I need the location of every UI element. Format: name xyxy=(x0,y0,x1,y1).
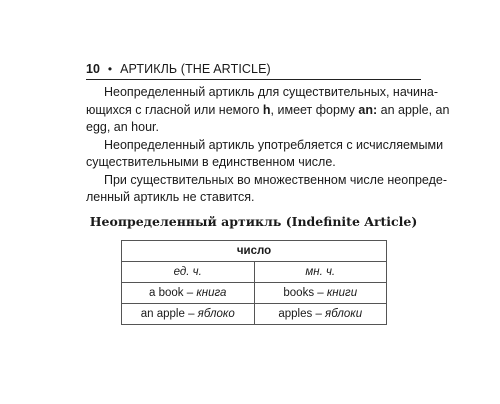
cell-english: an apple – xyxy=(140,308,198,320)
cell-russian: книги xyxy=(326,287,358,299)
paragraph-1-line-3: egg, an hour. xyxy=(86,120,159,134)
cell-english: a book – xyxy=(149,287,197,299)
text-run: an apple, an xyxy=(377,102,450,117)
table-header-row xyxy=(122,241,387,262)
paragraph-3-line-2: ленный артикль не ставится. xyxy=(86,190,255,204)
cell-english: books – xyxy=(283,287,327,299)
cell-singular xyxy=(122,283,255,304)
paragraph-2-line-1: Неопределенный артикль употребляется с исчисляемыми xyxy=(104,137,444,152)
body-text xyxy=(86,84,450,207)
header-bullet: • xyxy=(107,62,113,76)
paragraph-2 xyxy=(86,137,444,172)
cell-singular xyxy=(122,304,255,325)
paragraph-1 xyxy=(86,84,450,137)
column-singular: ед. ч. xyxy=(122,262,255,283)
paragraph-1-line-1: Неопределенный артикль для существительных, начина- xyxy=(104,85,439,99)
table-title: Неопределенный артикль (Indefinite Article) xyxy=(89,214,418,229)
paragraph-3-line-1: При существительных во множественном числе неопреде- xyxy=(104,172,447,187)
header-rule xyxy=(86,79,421,80)
running-header xyxy=(86,62,421,76)
table-row xyxy=(122,304,387,325)
article-table xyxy=(121,240,387,325)
page-number: 10 xyxy=(86,62,100,76)
cell-russian: книга xyxy=(196,287,227,299)
cell-plural xyxy=(254,283,387,304)
text-run: ющихся с гласной или немого xyxy=(86,102,263,117)
bold-form-an: an: xyxy=(358,102,378,117)
bold-letter-h: h xyxy=(262,102,271,117)
table-subheader-row xyxy=(122,262,387,283)
paragraph-1-line-2 xyxy=(86,102,450,120)
cell-english: apples – xyxy=(278,308,326,320)
table-row xyxy=(122,283,387,304)
paragraph-2-line-2: существительными в единственном числе. xyxy=(86,155,336,169)
table-header-number: число xyxy=(122,241,387,262)
cell-russian: яблоко xyxy=(197,308,235,320)
chapter-title: АРТИКЛЬ (THE ARTICLE) xyxy=(120,62,271,76)
paragraph-3 xyxy=(86,172,447,207)
cell-russian: яблоки xyxy=(325,308,363,320)
text-run: , имеет форму xyxy=(270,102,359,117)
cell-plural xyxy=(254,304,387,325)
column-plural: мн. ч. xyxy=(254,262,387,283)
